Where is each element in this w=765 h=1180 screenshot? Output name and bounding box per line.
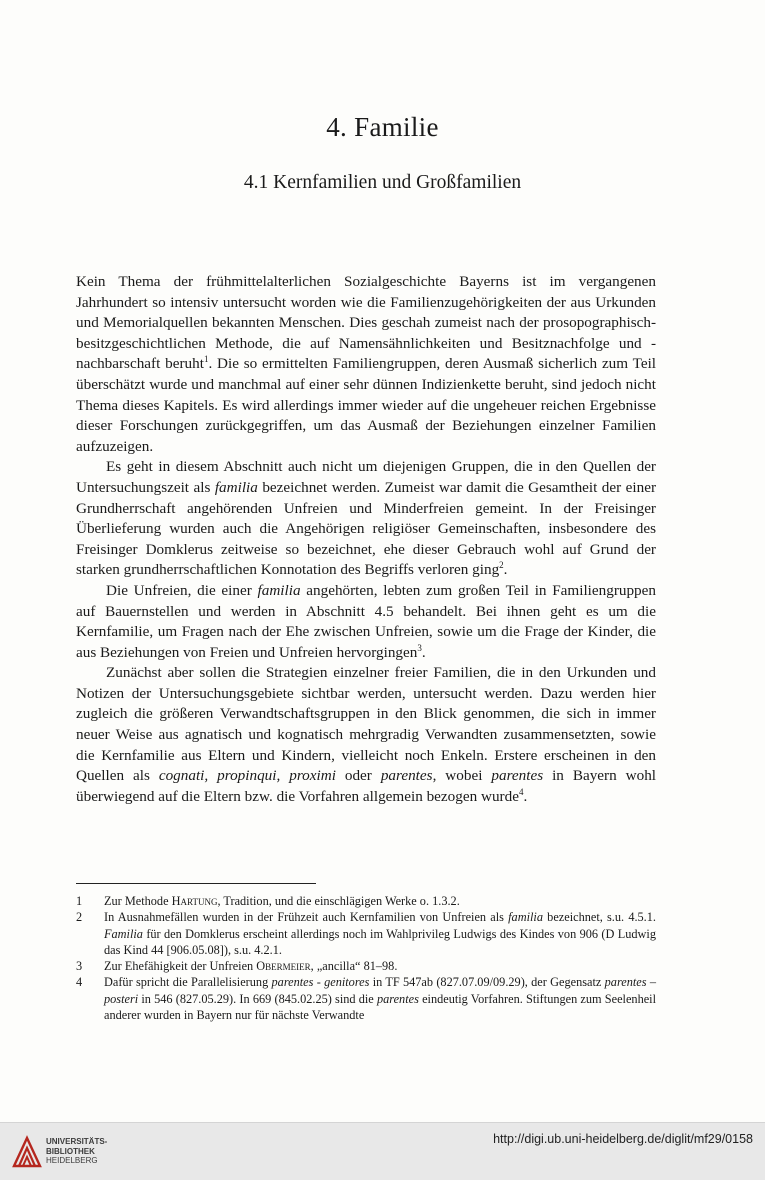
footnotes: [76, 893, 656, 1023]
footer-bar: [0, 1122, 765, 1180]
university-library-logo-icon[interactable]: [10, 1132, 44, 1172]
footnote-ref-2[interactable]: 2: [499, 560, 504, 571]
paragraph-1: Kein Thema der frühmittelalterlichen Sozialgeschichte Bayerns ist im vergangenen Jahrhundert so intensiv untersucht worden wie die Familienzugehörigkeiten der aus Urkunden und Memorialquellen bekannten Menschen. Dies geschah zumeist nach der prosopographisch-besitzgeschichtlichen Methode, die auf Namensähnlichkeiten und Besitznachfolge und -nachbarschaft beruht$^1$. Die so ermittelten Familiengruppen, deren Ausmaß sicherlich zum Teil überschätzt wurde und manchmal auf einer sehr dünnen Indizienkette beruht, sind jedoch nicht Thema dieses Kapitels. Es wird allerdings immer wieder auf die ungeheuer reichen Ergebnisse dieser Forschungen zurückgegriffen, um das Ausmaß der Beziehungen einzelner Familien aufzuzeigen.: [76, 273, 657, 455]
footnote-divider: [76, 883, 316, 884]
paragraph-2: Es geht in diesem Abschnitt auch nicht um diejenigen Gruppen, die in den Quellen der Untersuchungszeit als familia bezeichnet werden. Zumeist war damit die Gesamtheit der einer Grundherrschaft angehörenden Unfreien und Minderfreien gemeint. In der Freisinger Überlieferung wurden auch die Angehörigen religiöser Gemeinschaften, insbesondere des Freisinger Domklerus zeitweise so bezeichnet, ehe dieser Gebrauch wohl auf Grund der starken grundherrschaftlichen Konnotation des Begriffs verloren ging$^2$.: [76, 458, 657, 579]
footnote-3: 3 Zur Ehefähigkeit der Unfreien Obermeier, „ancilla“ 81–98.: [76, 959, 398, 974]
footnote-ref-3[interactable]: 3: [417, 642, 422, 653]
body-text: [76, 272, 656, 807]
footnote-2: 2 In Ausnahmefällen wurden in der Frühzeit auch Kernfamilien von Unfreien als familia bezeichnet, s.u. 4.5.1. Familia für den Domklerus erscheint allerdings noch im Wahlprivileg Ludwigs des Kindes von 906 (D Ludwig das Kind 44 [906.05.08]), s.u. 4.2.1.: [76, 910, 656, 957]
paragraph-3: Die Unfreien, die einer familia angehörten, lebten zum großen Teil in Familiengruppen auf Bauernstellen und werden in Abschnitt 4.5 behandelt. Bei ihnen geht es um die Kernfamilie, um Fragen nach der Ehe zwischen Unfreien, sowie um die Frage der Kinder, die aus Beziehungen von Freien und Unfreien hervorgingen$^3$.: [76, 581, 656, 661]
footnote-ref-4[interactable]: 4: [518, 786, 524, 797]
library-name: UNIVERSITÄTS- BIBLIOTHEK HEIDELBERG: [46, 1137, 108, 1165]
footnote-4: 4 Dafür spricht die Parallelisierung parentes - genitores in TF 547ab (827.07.09/09.29), der Gegensatz parentes – posteri in 546 (827.05.29). In 669 (845.02.25) sind die parentes eindeutig Vorfahren. Stiftungen zum Seelenheil anderer wurden in Bayern nur für nächste Verwandte: [76, 975, 657, 1023]
footnote-ref-1[interactable]: 1: [203, 354, 209, 365]
section-title: 4.1 Kernfamilien und Großfamilien: [243, 172, 522, 193]
page-url-link[interactable]: http://digi.ub.uni-heidelberg.de/diglit/mf29/0158: [493, 1132, 753, 1146]
footnote-1: 1 Zur Methode Hartung, Tradition, und die einschlägigen Werke o. 1.3.2.: [76, 894, 460, 908]
chapter-title: 4. Familie: [326, 112, 439, 142]
paragraph-4: Zunächst aber sollen die Strategien einzelner freier Familien, die in den Urkunden und Notizen der Untersuchungsgebiete sichtbar werden, untersucht werden. Dazu werden hier zugleich die größeren Verwandtschaftsgruppen in den Blick genommen, die sich in immer neuer Weise aus agnatisch und kognatisch mehrgradig Verwandten zusammensetzten, sowie die Kernfamilie aus Eltern und Kindern, vielleicht noch Enkeln. Erstere erscheinen in den Quellen als cognati, propinqui, proximi oder parentes, wobei parentes in Bayern wohl überwiegend auf die Eltern bzw. die Vorfahren allgemein bezogen wurde$^4$.: [76, 664, 657, 805]
